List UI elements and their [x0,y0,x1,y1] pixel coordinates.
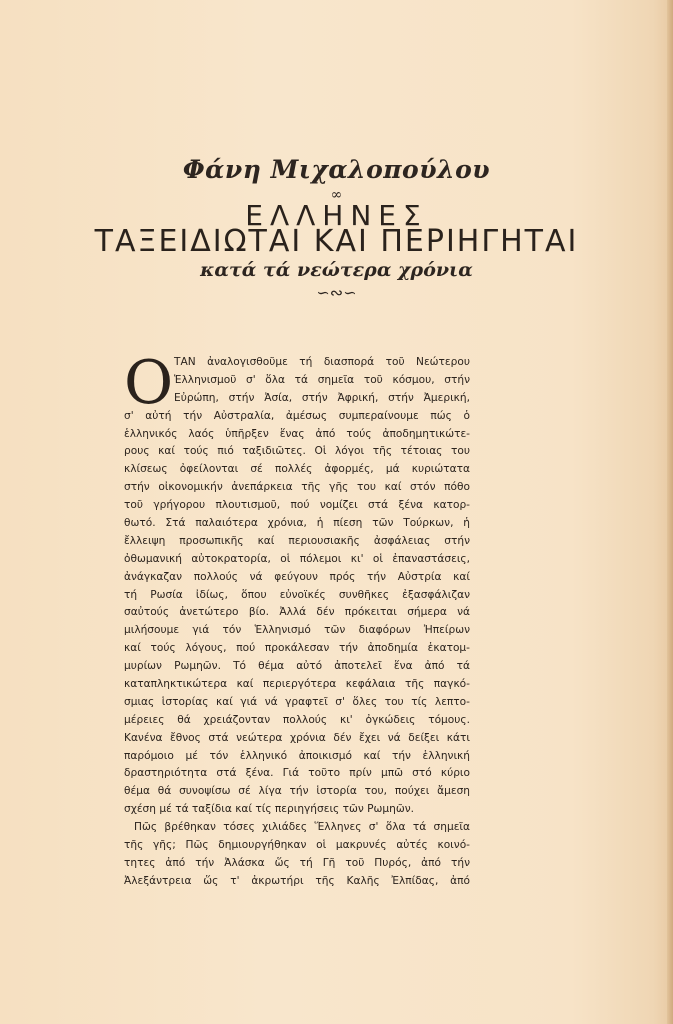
text-line: τῆς γῆς; Πῶς δημιουργήθηκαν οἱ μακρυνές αὐτές κοινό- [124,839,470,852]
text-line: ἀνάγκαζαν πολλούς νά φεύγουν πρός τήν Αὐστρία καί [124,570,470,583]
text-line: μιλήσουμε γιά τόν Ἑλληνισμό τῶν διαφόρων Ἠπείρων [124,624,470,637]
text-line: μέρειες θά χρειάζονταν πολλούς κι' ὀγκώδεις τόμους. [124,713,470,726]
text-line: κλίσεως ὀφείλονται σέ πολλές ἀφορμές, μά κυριώτατα [124,463,470,476]
text-line: καί τούς λόγους, πού προκάλεσαν τήν ἀποδημία ἑκατομ- [124,642,470,655]
text-line: στήν οἰκονομικήν ἀνεπάρκεια τῆς γῆς του καί στόν πόθο [124,481,470,494]
text-line: Πῶς βρέθηκαν τόσες χιλιάδες Ἕλληνες σ' ὅλα τά σημεῖα [134,821,470,834]
text-line: θωτό. Στά παλαιότερα χρόνια, ἡ πίεση τῶν Τούρκων, ἡ [124,517,470,530]
title-ornament: ∽∾∽ [316,283,357,302]
title-line-1: ΕΛΛΗΝΕΣ [245,199,428,232]
text-line: Ἑλληνισμοῦ σ' ὅλα τά σημεῖα τοῦ κόσμου, στήν [174,373,470,386]
text-line: τή Ρωσία ἰδίως, ὅπου εὐνοϊκές συνθῆκες ἐξασφάλιζαν [124,588,470,601]
text-line: ἑλληνικός λαός ὑπῆρξεν ἕνας ἀπό τούς ἀποδημητικώτε- [124,427,470,440]
text-line: ρους καί τούς πιό ταξιδιῶτες. Οἱ λόγοι τῆς τέτοιας του [124,445,470,458]
article-body [124,348,470,891]
text-line: παρόμοιο μέ τόν ἑλληνικό ἀποικισμό καί τήν ἑλληνική [124,749,470,762]
text-line: ἔλλειψη προσωπικῆς καί περιουσιακῆς ἀσφάλειας στήν [124,534,470,547]
text-line: σμιας ἱστορίας καί γιά νά γραφτεῖ σ' ὅλες του τίς λεπτο- [124,695,470,708]
text-line: τητες ἀπό τήν Ἀλάσκα ὥς τή Γῆ τοῦ Πυρός, ἀπό τήν [124,856,470,869]
drop-cap: Ο [124,348,174,418]
author-name: Φάνη Μιχαλοπούλου [182,155,491,184]
page-edge [667,0,673,1024]
text-line: σχέση μέ τά ταξίδια καί τίς περιηγήσεις τῶν Ρωμηῶν. [124,803,415,816]
text-line: δραστηριότητα στά ξένα. Γιά τοῦτο πρίν μπῶ στό κύριο [124,767,470,780]
subtitle: κατά τά νεώτερα χρόνια [200,259,473,281]
text-line: σαὐτούς ἀνετώτερο βίο. Ἀλλά δέν πρόκειται σήμερα νά [124,606,470,619]
text-line: σ' αὐτή τήν Αὐστραλία, ἀμέσως συμπεραίνουμε πώς ὁ [124,409,470,422]
text-line: τοῦ γρήγορου πλουτισμοῦ, πού νομίζει στά ξένα κατορ- [124,499,470,512]
text-line: Κανένα ἔθνος στά νεώτερα χρόνια δέν ἔχει νά δείξει κάτι [124,731,470,744]
text-line: θέμα θά συνοψίσω σέ λίγα τήν ἱστορία του, πούχει ἄμεση [124,785,470,798]
text-line: μυρίων Ρωμηῶν. Τό θέμα αὐτό ἀποτελεῖ ἕνα ἀπό τά [124,660,470,673]
text-line: ΤΑΝ ἀναλογισθοῦμε τή διασπορά τοῦ Νεώτερου [174,356,470,368]
small-ornament: ∞ [330,187,343,203]
title-line-2: ΤΑΞΕΙΔΙΩΤΑΙ ΚΑΙ ΠΕΡΙΗΓΗΤΑΙ [94,224,579,259]
text-line: Ἀλεξάντρεια ὥς τ' ἀκρωτήρι τῆς Καλῆς Ἐλπίδας, ἀπό [124,874,470,887]
text-line: Εὐρώπη, στήν Ἀσία, στήν Ἀφρική, στήν Ἀμερική, [174,391,470,404]
text-line: καταπληκτικώτερα καί περιεργότερα κεφάλαια τῆς παγκό- [124,678,470,691]
text-line: ὀθωμανική αὐτοκρατορία, οἱ πόλεμοι κι' οἱ ἐπαναστάσεις, [124,552,470,565]
